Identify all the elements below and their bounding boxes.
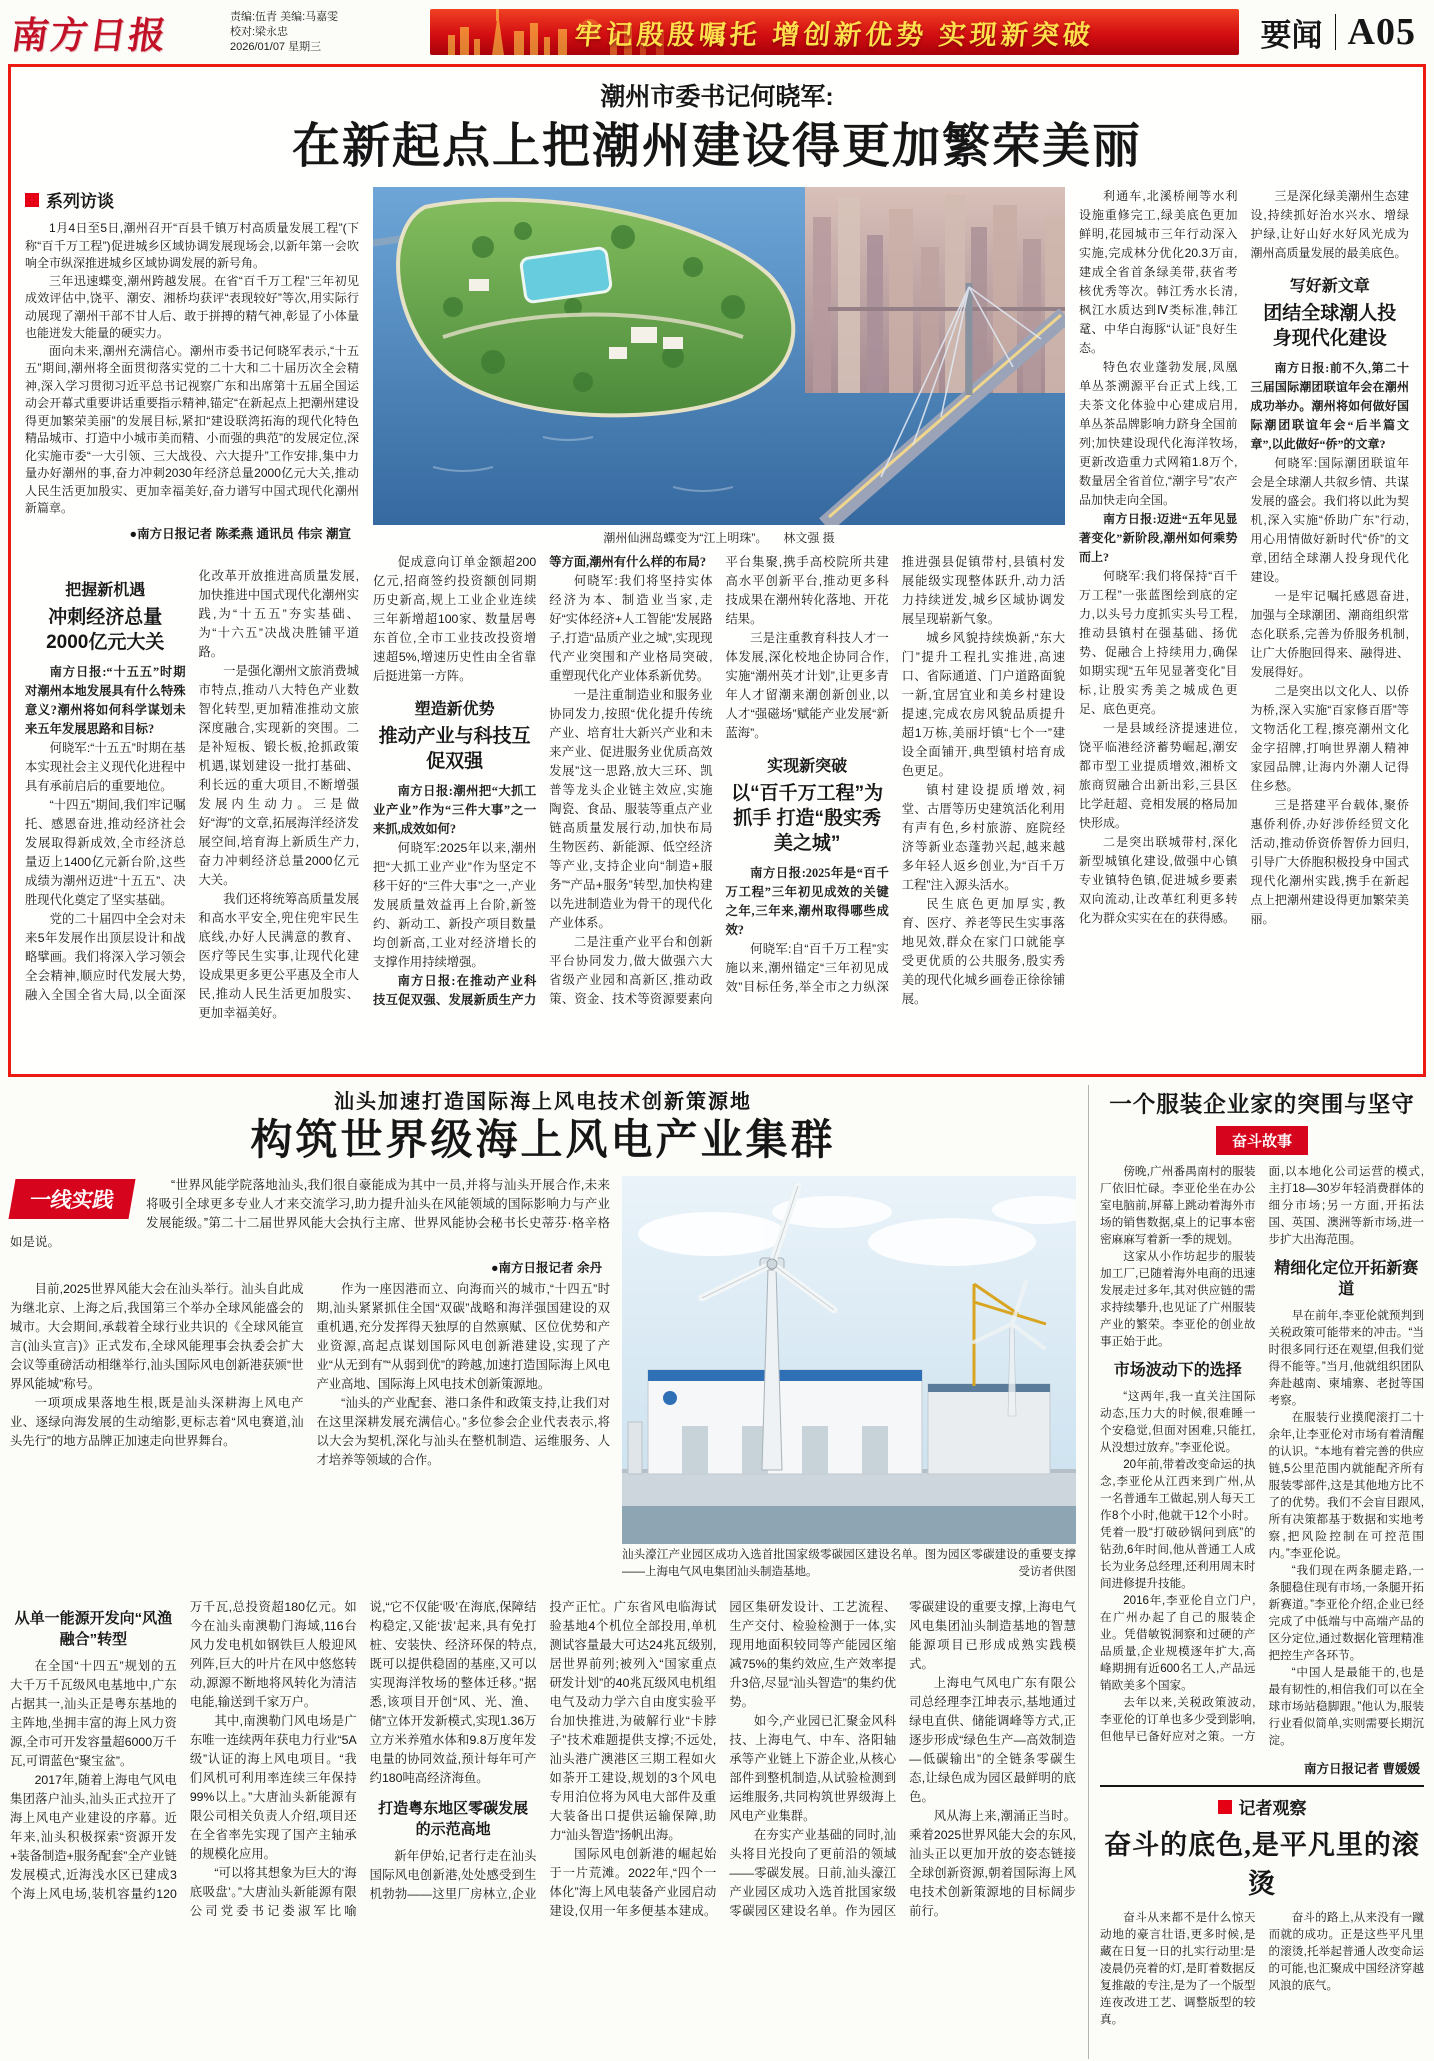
slogan-banner xyxy=(430,9,1239,55)
interview-columns-right xyxy=(1079,187,1409,1073)
article-intro xyxy=(25,187,359,559)
paragraph: 何晓军:2025年以来,潮州把“大抓工业产业”作为坚定不移干好的“三件大事”之一,产业发展质量效益再上台阶,新签约、新动工、新投产项目数量均创新高,工业对经济增长的支撑作用持续增强。 xyxy=(373,841,537,969)
article-wind-power xyxy=(10,1085,1076,2059)
paragraph: 二是突出以文化人、以侨为桥,深入实施“百家修百厝”等文物活化工程,擦亮潮州文化金字招牌,打响世界潮人精神家园品牌,让海内外潮人记得住乡愁。 xyxy=(1250,684,1409,793)
paragraph: 何晓军:我们将保持“百千万工程”一张蓝图绘到底的定力,以头号力度抓实头号工程,推动县镇村在强基础、扬优势、促融合上持续用力,确保如期实现“五年见显著变化”目标,让殷实秀美之城成色更足、底色更亮。 xyxy=(1079,569,1238,716)
paragraph: 在全国“十四五”规划的五大千万千瓦级风电基地中,广东占据其一,汕头正是粤东基地的主阵地,坐拥丰富的海上风力资源,全市可开发容量超6000万千瓦,可谓蓝色“聚宝盆”。 xyxy=(10,1659,177,1768)
paragraph: 利通车,北溪桥闸等水利设施重修完工,绿美底色更加鲜明,花园城市三年行动深入实施,完成林分优化20.3万亩,建成全省首条绿美带,获省考核优秀等次。韩江秀水长清,枫江水质达到Ⅳ类标准,韩江鼋、中华白海豚“认证”良好生态。 xyxy=(1079,189,1238,355)
paragraph: “中国人是最能干的,也是最有韧性的,相信我们可以在全球市场站稳脚跟。”他认为,服装行业看似简单,实则需要长期沉淀。 xyxy=(1268,1666,1424,1747)
article-headline: 一个服装企业家的突围与坚守 xyxy=(1109,1092,1415,1117)
photo-caption xyxy=(373,528,1065,548)
observer-columns xyxy=(1100,1909,1424,2059)
paragraph: 奋斗从来都不是什么惊天动地的豪言壮语,更多时候,是藏在日复一日的扎实行动里:是凌晨仍亮着的灯,是盯着数据反复推敲的专注,是为了一个版型连夜改进工艺、调整版型的较真。 xyxy=(1100,1911,1256,2026)
caption-credit: 林文强 摄 xyxy=(783,531,835,545)
article-chaozhou-interview xyxy=(8,64,1426,1077)
paragraph: 一是县域经济提速进位,饶平临港经济蓄势崛起,潮安都市型工业提质增效,湘桥文旅商贸融合出新出彩,三县区比学赶超、竞相发展的格局加快形成。 xyxy=(1079,721,1238,830)
article-headline: 在新起点上把潮州建设得更加繁荣美丽 xyxy=(291,120,1142,173)
section-heading: 写好新文章 团结全球潮人投身现代化建设 xyxy=(1263,278,1397,349)
paragraph: 何晓军:“十五五”时期在基本实现社会主义现代化进程中具有承前启后的重要地位。 xyxy=(25,741,186,793)
observer-label-text: 记者观察 xyxy=(1238,1799,1307,1818)
red-square-icon xyxy=(25,193,39,207)
paragraph: 早在前年,李亚伦就预判到关税政策可能带来的冲击。“当时很多同行还在观望,但我们觉得不能等。”当月,他就组织团队奔赴越南、柬埔寨、老挝等国考察。 xyxy=(1268,1309,1424,1407)
paragraph: 镇村建设提质增效,祠堂、古厝等历史建筑活化利用有声有色,乡村旅游、庭院经济等新业态蓬勃兴起,越来越多年轻人返乡创业,为“百千万工程”注入源头活水。 xyxy=(901,783,1065,892)
paragraph: 20年前,带着改变命运的执念,李亚伦从江西来到广州,从一名普通车工做起,别人每天工作8个小时,他就干12个小时。凭着一股“打破砂锅问到底”的钻劲,6年时间,他从普通工人成长为业务总经理,还利用周末时间进修提升技能。 xyxy=(1100,1458,1256,1590)
byline: 南方日报记者 曹媛媛 xyxy=(1304,1762,1420,1776)
section-name: 要闻 xyxy=(1260,17,1323,53)
masthead-logo: 南方日报 xyxy=(8,16,171,57)
paragraph: 我们还将统筹高质量发展和高水平安全,兜住兜牢民生底线,办好人民满意的教育、医疗等民生实事,让现代化建设成果更多更公平惠及全市人民,推动人民生活更加殷实、更加幸福美好。 xyxy=(198,892,359,1020)
paragraph: 去年以来,关税政策波动,李亚伦的订单也多少受到影响,但他早已备好应对之策。一方面,以本地化公司运营的模式,主打18—30岁年轻消费群体的细分市场;另一方面,开拓法国、英国、澳洲等新市场,进一步扩大出海范围。 xyxy=(1100,1165,1424,1743)
paragraph: “这两年,我一直关注国际动态,压力大的时候,很难睡一个安稳觉,但面对困难,只能扛,从没想过放弃。”李亚伦说。 xyxy=(1100,1390,1256,1454)
paragraph: 三是搭建平台载体,聚侨惠侨利侨,办好涉侨经贸文化活动,推动侨资侨智侨力回归,引导广大侨胞积极投身中国式现代化潮州实践,携手在新起点上把潮州建设得更加繁荣美丽。 xyxy=(1250,798,1409,926)
caption-text: 汕头濠江产业园区成功入选首批国家级零碳园区建设名单。图为园区零碳建设的重要支撑——上海电气风电集团汕头制造基地。 xyxy=(622,1549,1076,1578)
xianzhou-island-photo xyxy=(373,187,1065,525)
interview-columns-middle xyxy=(373,553,1065,1065)
middle-column-group xyxy=(373,187,1065,1075)
paragraph: 城乡风貌持续焕新,“东大门”提升工程扎实推进,高速口、省际通道、门户道路面貌一新,宜居宜业和美乡村建设提速,完成农房风貌品质提升超1万栋,美丽圩镇“七个一”建设全面铺开,典型镇村培育成色更足。 xyxy=(901,631,1065,778)
credit-line-date: 2026/01/07 星期三 xyxy=(230,40,322,53)
byline: ●南方日报记者 陈柔燕 通讯员 伟宗 潮宣 xyxy=(129,526,351,541)
sub-heading: 精细化定位开拓新赛道 xyxy=(1274,1260,1419,1298)
article-top-row xyxy=(10,1176,1076,1590)
credit-line-proofreader: 校对:梁永忠 xyxy=(230,25,289,38)
paragraph: 新年伊始,记者行走在汕头国际风电创新港,处处感受到生机勃勃——这里厂房林立,企业投产正忙。广东省风电临海试验基地4个机位全部投用,单机测试容量最大可达24兆瓦级别,居世界前列;被列入“国家重点研发计划”的40兆瓦级风电机组电气及动力学六自由度实验平台加快推进,为破解行业“卡脖子”技术难题提供支撑;不远处,汕头港广澳港区三期工程如火如荼开工建设,规划的3个风电专用泊位将为风电大部件及重大装备出口提供运输保障,助力“汕头智造”扬帆出海。 xyxy=(369,1600,717,1901)
paragraph: 面向未来,潮州充满信心。潮州市委书记何晓军表示,“十五五”期间,潮州将全面贯彻落实党的二十大和二十届历次全会精神,深入学习贯彻习近平总书记视察广东和出席第十五届全国运动会开幕式重要讲话重要指示精神,锚定“在新起点上把潮州建设得更加繁荣美丽”的发展目标,紧扣“建设联湾拓海的现代化特色精品城市、打造中小城市美而精、小而强的典范”的发展定位,深化实施市委“一大引领、三大战役、六大提升”工作安排,集中力量办好潮州的事,奋力冲刺2030年经济总量2000亿元大关,推动人民生活更加殷实、更加幸福美好,奋力谱写中国式现代化潮州新篇章。 xyxy=(25,343,359,515)
byline: ●南方日报记者 余丹 xyxy=(490,1261,602,1275)
paragraph: 1月4日至5日,潮州召开“百县千镇万村高质量发展工程”(下称“百千万工程”)促进城乡区域协调发展现场会,以新年第一会吹响全市纵深推进城乡区域协调发展的新号角。 xyxy=(25,221,359,270)
paragraph: 国际风电创新港的崛起始于一片荒滩。2022年,“四个一体化”海上风电装备产业园启动建设,仅用一年多便基本建成。园区集研发设计、工艺流程、生产交付、检验检测于一体,实现用地面积较同等产能园区缩减75%的集约效应,生产效率提升3倍,尽显“汕头智造”的集约优势。 xyxy=(549,1600,897,1918)
section-heading: 实现新突破 以“百千万工程”为抓手 打造“殷实秀美之城” xyxy=(731,758,884,854)
paragraph: “可以将其想象为巨大的‘海底吸盘’。”大唐汕头新能源有限公司党委书记娄淑军比喻说,“它不仅能‘吸’在海底,保障结构稳定,又能‘拔’起来,具有免打桩、安装快、经济环保的特点,既可以提供稳固的基座,又可以实现海洋牧场的整体迁移。”据悉,该项目开创“风、光、渔、储”立体开发新模式,实现1.36万立方米养殖水体和9.8万度年发电量的协同效益,预计每年可产约180吨高经济海鱼。 xyxy=(189,1600,537,1918)
paragraph: 何晓军:我们将坚持实体经济为本、制造业当家,走好“实体经济+人工智能”发展路子,打造“品质产业之城”,实现现代产业突围和产业格局突破,重塑现代化产业体系新优势。 xyxy=(549,574,713,683)
paragraph: 何晓军:国际潮团联谊年会是全球潮人共叙乡情、共谋发展的盛会。我们将以此为契机,深入实施“侨助广东”行动,用心用情做好新时代“侨”的文章,团结全球潮人投身现代化建设。 xyxy=(1250,456,1409,584)
banner-slogan-text: 牢记殷殷嘱托 增创新优势 实现新突破 xyxy=(573,19,1095,50)
article-headline: 奋斗的底色,是平凡里的滚烫 xyxy=(1104,1830,1420,1899)
paragraph: 其中,南澳勒门风电场是广东唯一连续两年获电力行业“5A级”认证的海上风电项目。“我们风机可利用率连续三年保持99%以上。”大唐汕头新能源有限公司相关负责人介绍,项目还在全省率先实现了国产主轴承的规模化应用。 xyxy=(189,1714,357,1861)
paragraph: 二是注重产业平台和创新平台协同发力,做大做强六大省级产业园和高新区,推动政策、资金、技术等资源要素向平台集聚,携手高校院所共建高水平创新平台,推动更多科技成果在潮州转化落地、开花结果。 xyxy=(549,555,889,1006)
question-paragraph: 南方日报:迈进“五年见显著变化”新阶段,潮州如何乘势而上? xyxy=(1079,512,1238,564)
article-intro xyxy=(10,1176,610,1590)
interview-columns-left xyxy=(25,567,359,1071)
sub-heading: 从单一能源开发向“风渔融合”转型 xyxy=(14,1610,173,1648)
observer-label xyxy=(1100,1794,1424,1819)
question-paragraph: 南方日报:前不久,第二十三届国际潮团联谊年会在潮州成功举办。潮州将如何做好国际潮团联谊年会“后半篇文章”,以此做好“侨”的文章? xyxy=(1250,361,1409,451)
article-body xyxy=(25,187,1409,1075)
red-square-icon xyxy=(1218,1800,1232,1814)
photo-caption xyxy=(622,1547,1076,1581)
intro-columns xyxy=(10,1280,610,1586)
paragraph: 2016年,李亚伦自立门户,在广州办起了自己的服装企业。凭借敏锐洞察和过硬的产品质量,企业规模逐年扩大,高峰期拥有近600名工人,产品远销欧美多个国家。 xyxy=(1100,1594,1256,1692)
article-observer xyxy=(1100,1785,1424,2059)
intro-paragraphs xyxy=(25,220,359,518)
article-kicker: 潮州市委书记何晓军: xyxy=(600,83,834,111)
series-label xyxy=(25,187,359,212)
paragraph: 一是牢记嘱托感恩奋进,加强与全球潮团、潮商组织常态化联系,完善为侨服务机制,让广大侨胞回得来、融得进、发展得好。 xyxy=(1250,589,1409,679)
article-headline: 构筑世界级海上风电产业集群 xyxy=(250,1118,836,1164)
lead-paragraph: “世界风能学院落地汕头,我们很自豪能成为其中一员,并将与汕头开展合作,未来将吸引全球更多专业人才来交流学习,助力提升汕头在风能领域的国际影响力与产业发展能级。”第二十二届世界风能大会执行主席、世界风能协会秘书长史蒂芬·格辛格如是说。 xyxy=(10,1178,610,1249)
paragraph: 何晓军:自“百千万工程”实施以来,潮州锚定“三年初见成效”目标任务,举全市之力纵深推进强县促镇带村,县镇村发展能级实现整体跃升,动力活力持续迸发,城乡区域协调发展呈现崭新气象。 xyxy=(725,555,1065,994)
section-heading: 把握新机遇 冲刺经济总量2000亿元大关 xyxy=(46,582,165,653)
paragraph: 风从海上来,潮涌正当时。乘着2025世界风能大会的东风,汕头正以更加开放的姿态链接全球创新资源,朝着国际海上风电技术创新策源地的目标阔步前行。 xyxy=(909,1809,1076,1918)
practice-label: 一线实践 xyxy=(8,1179,135,1219)
paragraph: 奋斗的路上,从来没有一蹴而就的成功。正是这些平凡里的滚烫,托举起普通人改变命运的可能,也汇聚成中国经济穿越风浪的底气。 xyxy=(1268,1911,1424,1992)
caption-credit: 受访者供图 xyxy=(1018,1566,1076,1578)
divider xyxy=(1335,14,1336,50)
question-paragraph: 南方日报:在推动产业科技互促双强、发展新质生产力等方面,潮州有什么样的布局? xyxy=(373,555,707,1007)
paragraph: 党的二十届四中全会对未来5年发展作出顶层设计和战略擘画。我们将深入学习领会全会精神,顺应时代发展大势,融入全国全省大局,以全面深化改革开放推进高质量发展,加快推进中国式现代化潮州实践,为“十五五”夯实基础、为“十六五”决战决胜铺平道路。 xyxy=(25,569,359,1002)
paragraph: 民生底色更加厚实,教育、医疗、养老等民生实事落地见效,群众在家门口就能享受更优质的公共服务,殷实秀美的现代化城乡画卷正徐徐铺展。 xyxy=(901,897,1065,1006)
paragraph: 三是深化绿美潮州生态建设,持续抓好治水兴水、增绿护绿,让好山好水好风光成为潮州高质量发展的最美底色。 xyxy=(1250,189,1409,260)
question-paragraph: 南方日报:“十五五”时期对潮州本地发展具有什么特殊意义?潮州将如何科学谋划未来五年发展思路和目标? xyxy=(25,665,186,736)
paragraph: 这家从小作坊起步的服装加工厂,已随着海外电商的迅速发展走过多年,其对供应链的需求持续攀升,也见证了广州服装产业的繁荣。李亚伦的创业故事正始于此。 xyxy=(1100,1250,1256,1348)
paragraph: “我们现在两条腿走路,一条腿稳住现有市场,一条腿开拓新赛道。”李亚伦介绍,企业已经完成了中低端与中高端产品的区分定位,通过数据化管理精准把控生产各环节。 xyxy=(1268,1564,1424,1662)
paragraph: “十四五”期间,我们牢记嘱托、感恩奋进,推动经济社会发展取得新成效,全市经济总量迈上1400亿元新台阶,这些成绩为潮州迈进“十五五”、决胜现代化奠定了坚实基础。 xyxy=(25,798,186,907)
paragraph: 三年迅速蝶变,潮州跨越发展。在省“百千万工程”三年初见成效评估中,饶平、潮安、湘桥均获评“表现较好”等次,用实际行动展现了潮州干部不甘人后、敢于拼搏的精气神,彰显了小体量也能迸发大能量的硬实力。 xyxy=(25,273,359,340)
question-paragraph: 南方日报:潮州把“大抓工业产业”作为“三件大事”之一来抓,成效如何? xyxy=(373,784,537,836)
wind-article-columns xyxy=(10,1598,1076,2050)
paragraph: 傍晚,广州番禺南村的服装厂依旧忙碌。李亚伦坐在办公室电脑前,屏幕上跳动着海外市场的销售数据,桌上的记事本密密麻麻写着新一季的规划。 xyxy=(1100,1165,1256,1246)
page-ident xyxy=(1261,10,1422,55)
paragraph: 作为一座因港而立、向海而兴的城市,“十四五”时期,汕头紧紧抓住全国“双碳”战略和海洋强国建设的双重机遇,充分发挥得天独厚的自然禀赋、区位优势和产业资源,高起点谋划国际风电创新港建设,实现了产业“从无到有”“从弱到优”的跨越,加速打造国际海上风电产业高地、国际海上风电技术创新策源地。 xyxy=(316,1282,610,1391)
paragraph: 上海电气风电广东有限公司总经理李江坤表示,基地通过绿电直供、储能调峰等方式,正逐步形成“绿色生产—高效制造—低碳输出”的全链条零碳生态,让绿色成为园区最鲜明的底色。 xyxy=(909,1676,1076,1804)
page-header xyxy=(0,0,1434,62)
story-label: 奋斗故事 xyxy=(1216,1126,1308,1155)
section-heading: 塑造新优势 推动产业与科技互促双强 xyxy=(378,701,531,772)
lower-section xyxy=(10,1085,1424,2059)
paragraph: 一是强化潮州文旅消费城市特点,推动八大特色产业数智化转型,更加精准推动文旅深度融合,实现新的突围。二是补短板、锻长板,抢抓政策机遇,谋划建设一批打基础、利长远的重大项目,不断增强发展内生动力。三是做好“海”的文章,拓展海洋经济发展空间,培育海上新质生产力,奋力冲刺经济总量2000亿元大关。 xyxy=(198,664,359,887)
paragraph: 特色农业蓬勃发展,凤凰单丛茶溯源平台正式上线,工夫茶文化体验中心建成启用,单丛茶品牌影响力跻身全国前列;加快建设现代化海洋牧场,更新改造重力式网箱1.8万个,数量居全省首位,“潮字号”农产品加快走向全国。 xyxy=(1079,360,1238,507)
paragraph: 一是注重制造业和服务业协同发力,按照“优化提升传统产业、培育壮大新兴产业和未来产业、促进服务业优质高效发展”这一思路,放大三环、凯普等龙头企业链主效应,实施陶瓷、食品、服装等重点产业链高质量发展行动,加快布局生物医药、新能源、低空经济等产业,支持企业向“制造+服务”“产品+服务”转型,加快构建以先进制造业为骨干的现代化产业体系。 xyxy=(549,688,713,930)
question-paragraph: 南方日报:2025年是“百千万工程”三年初见成效的关键之年,三年来,潮州取得哪些成效? xyxy=(725,866,889,937)
article-kicker: 汕头加速打造国际海上风电技术创新策源地 xyxy=(334,1091,752,1113)
paragraph: 一项项成果落地生根,既是汕头深耕海上风电产业、逐绿向海发展的生动缩影,更标志着“风电赛道,汕头先行”的地方品牌正加速走向世界舞台。 xyxy=(10,1396,304,1448)
right-column-group xyxy=(1079,187,1409,1075)
paragraph: 在服装行业摸爬滚打二十余年,让李亚伦对市场有着清醒的认识。“本地有着完善的供应链,5公里范围内就能配齐所有服装零部件,这是其他地方比不了的优势。我们不会盲目跟风,所有决策都基于数据和实地考察,把风险控制在可控范围内。”李亚伦说。 xyxy=(1268,1411,1424,1560)
paragraph: 三是注重教育科技人才一体发展,深化校地企协同合作,实施“潮州英才计划”,让更多青年人才留潮来潮创新创业,以人才“强磁场”赋能产业发展“新蓝海”。 xyxy=(725,631,889,740)
paragraph: “汕头的产业配套、港口条件和政策支持,让我们对在这里深耕发展充满信心。”多位参会企业代表表示,将以大会为契机,深化与汕头在整机制造、运维服务、人才培养等领域的合作。 xyxy=(316,1396,610,1467)
story-columns xyxy=(1100,1163,1424,1755)
paragraph: 目前,2025世界风能大会在汕头举行。汕头自此成为继北京、上海之后,我国第三个举办全球风能盛会的城市。大会期间,承载着全球行业共识的《全球风能宣言(汕头宣言)》正式发布,全球风能理事会执委会扩大会议等重磅活动相继举行,汕头国际风电创新港获颁“世界风能城”称号。 xyxy=(10,1282,304,1391)
staff-credits xyxy=(230,10,408,55)
wind-farm-photo xyxy=(622,1176,1076,1590)
caption-text: 潮州仙洲岛蝶变为“江上明珠”。 xyxy=(603,531,768,545)
paragraph: 在夯实产业基础的同时,汕头将目光投向了更前沿的领域——零碳发展。日前,汕头濠江产业园区成功入选首批国家级零碳园区建设名单。作为园区零碳建设的重要支撑,上海电气风电集团汕头制造基地的智慧能源项目已形成成熟实践模式。 xyxy=(729,1600,1076,1918)
left-column-group xyxy=(25,187,359,1075)
paragraph: 促成意向订单金额超200亿元,招商签约投资额创同期历史新高,规上工业企业连续三年新增超100家、数量居粤东首位,全市工业技改投资增速超5%,增速历史性由全省靠后挺进第一方阵。 xyxy=(373,555,537,683)
series-label-text: 系列访谈 xyxy=(46,192,114,211)
page-number: A05 xyxy=(1347,11,1416,53)
paragraph: 如今,产业园已汇聚金风科技、上海电气、中车、洛阳轴承等产业链上下游企业,从核心部件到整机制造,从试验检测到运维服务,共同构筑世界级海上风电产业集群。 xyxy=(729,1714,897,1823)
right-rail xyxy=(1088,1085,1424,2059)
paragraph: 二是突出联城带村,深化新型城镇化建设,做强中心镇专业镇特色镇,促进城乡要素双向流动,让改革红利更多转化为群众实实在在的获得感。 xyxy=(1079,835,1238,925)
sub-heading: 打造粤东地区零碳发展的示范高地 xyxy=(378,1800,529,1838)
credit-line-editors: 责编:伍青 美编:马嘉雯 xyxy=(230,10,339,23)
paragraph: 2017年,随着上海电气风电集团落户汕头,汕头正式拉开了海上风电产业建设的序幕。近年来,汕头积极探索“资源开发+装备制造+服务配套”全产业链发展模式,近海浅水区已建成3个海上风电场,装机容量约120万千瓦,总投资超180亿元。如今在汕头南澳勒门海域,116台风力发电机如钢铁巨人般迎风列阵,巨大的叶片在风中悠悠转动,源源不断地将风转化为清洁电能,输送到千家万户。 xyxy=(10,1600,357,1901)
sub-heading: 市场波动下的选择 xyxy=(1113,1362,1242,1379)
